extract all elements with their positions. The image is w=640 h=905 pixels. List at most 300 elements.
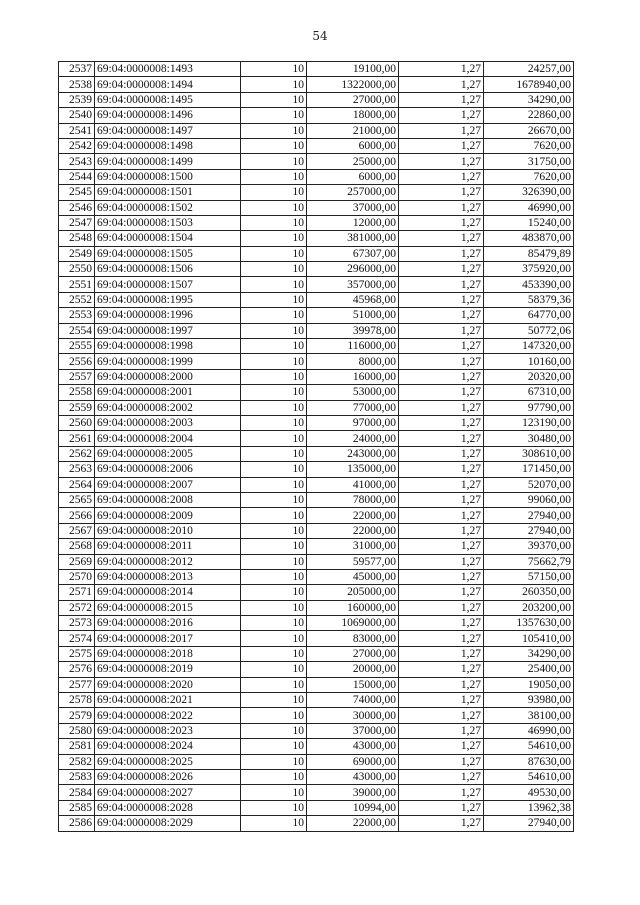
amount-cell: 243000,00	[307, 446, 399, 461]
coefficient-cell: 1,27	[399, 169, 484, 184]
row-number-cell: 2557	[59, 369, 95, 384]
table-row	[59, 123, 574, 138]
count-cell: 10	[241, 492, 307, 507]
total-cell: 87630,00	[484, 754, 574, 769]
cadastral-number-cell: 69:04:0000008:2003	[95, 415, 241, 430]
table-body	[59, 62, 574, 832]
total-cell: 24257,00	[484, 62, 574, 77]
row-number-cell: 2583	[59, 769, 95, 784]
table-row	[59, 138, 574, 153]
table-row	[59, 754, 574, 769]
table-row	[59, 492, 574, 507]
amount-cell: 18000,00	[307, 108, 399, 123]
coefficient-cell: 1,27	[399, 785, 484, 800]
total-cell: 260350,00	[484, 585, 574, 600]
count-cell: 10	[241, 246, 307, 261]
row-number-cell: 2554	[59, 323, 95, 338]
count-cell: 10	[241, 415, 307, 430]
row-number-cell: 2551	[59, 277, 95, 292]
count-cell: 10	[241, 138, 307, 153]
cadastral-number-cell: 69:04:0000008:2020	[95, 677, 241, 692]
amount-cell: 43000,00	[307, 769, 399, 784]
row-number-cell: 2565	[59, 492, 95, 507]
count-cell: 10	[241, 631, 307, 646]
table-row	[59, 739, 574, 754]
total-cell: 85479,89	[484, 246, 574, 261]
coefficient-cell: 1,27	[399, 769, 484, 784]
row-number-cell: 2553	[59, 308, 95, 323]
cadastral-number-cell: 69:04:0000008:2018	[95, 646, 241, 661]
total-cell: 1678940,00	[484, 77, 574, 92]
coefficient-cell: 1,27	[399, 539, 484, 554]
total-cell: 31750,00	[484, 154, 574, 169]
amount-cell: 160000,00	[307, 600, 399, 615]
coefficient-cell: 1,27	[399, 308, 484, 323]
count-cell: 10	[241, 431, 307, 446]
count-cell: 10	[241, 369, 307, 384]
total-cell: 49530,00	[484, 785, 574, 800]
total-cell: 27940,00	[484, 816, 574, 831]
row-number-cell: 2540	[59, 108, 95, 123]
amount-cell: 296000,00	[307, 262, 399, 277]
cadastral-number-cell: 69:04:0000008:2024	[95, 739, 241, 754]
amount-cell: 39978,00	[307, 323, 399, 338]
total-cell: 52070,00	[484, 477, 574, 492]
table-row	[59, 169, 574, 184]
row-number-cell: 2547	[59, 215, 95, 230]
count-cell: 10	[241, 600, 307, 615]
coefficient-cell: 1,27	[399, 92, 484, 107]
amount-cell: 25000,00	[307, 154, 399, 169]
count-cell: 10	[241, 169, 307, 184]
total-cell: 171450,00	[484, 462, 574, 477]
total-cell: 483870,00	[484, 231, 574, 246]
total-cell: 375920,00	[484, 262, 574, 277]
total-cell: 75662,79	[484, 554, 574, 569]
amount-cell: 37000,00	[307, 723, 399, 738]
total-cell: 99060,00	[484, 492, 574, 507]
amount-cell: 41000,00	[307, 477, 399, 492]
row-number-cell: 2563	[59, 462, 95, 477]
cadastral-number-cell: 69:04:0000008:2026	[95, 769, 241, 784]
row-number-cell: 2543	[59, 154, 95, 169]
coefficient-cell: 1,27	[399, 215, 484, 230]
total-cell: 27940,00	[484, 523, 574, 538]
table-row	[59, 339, 574, 354]
count-cell: 10	[241, 62, 307, 77]
coefficient-cell: 1,27	[399, 323, 484, 338]
count-cell: 10	[241, 185, 307, 200]
count-cell: 10	[241, 77, 307, 92]
row-number-cell: 2579	[59, 708, 95, 723]
cadastral-number-cell: 69:04:0000008:1995	[95, 292, 241, 307]
table-row	[59, 431, 574, 446]
count-cell: 10	[241, 477, 307, 492]
table-row	[59, 477, 574, 492]
total-cell: 22860,00	[484, 108, 574, 123]
table-row	[59, 662, 574, 677]
count-cell: 10	[241, 339, 307, 354]
amount-cell: 357000,00	[307, 277, 399, 292]
amount-cell: 78000,00	[307, 492, 399, 507]
table-row	[59, 708, 574, 723]
amount-cell: 45968,00	[307, 292, 399, 307]
table-row	[59, 600, 574, 615]
count-cell: 10	[241, 662, 307, 677]
total-cell: 54610,00	[484, 769, 574, 784]
total-cell: 27940,00	[484, 508, 574, 523]
cadastral-number-cell: 69:04:0000008:1507	[95, 277, 241, 292]
count-cell: 10	[241, 569, 307, 584]
cadastral-number-cell: 69:04:0000008:1998	[95, 339, 241, 354]
coefficient-cell: 1,27	[399, 262, 484, 277]
count-cell: 10	[241, 108, 307, 123]
row-number-cell: 2561	[59, 431, 95, 446]
coefficient-cell: 1,27	[399, 400, 484, 415]
row-number-cell: 2586	[59, 816, 95, 831]
cadastral-number-cell: 69:04:0000008:2022	[95, 708, 241, 723]
amount-cell: 51000,00	[307, 308, 399, 323]
count-cell: 10	[241, 262, 307, 277]
coefficient-cell: 1,27	[399, 693, 484, 708]
amount-cell: 19100,00	[307, 62, 399, 77]
table-row	[59, 646, 574, 661]
cadastral-number-cell: 69:04:0000008:2027	[95, 785, 241, 800]
coefficient-cell: 1,27	[399, 523, 484, 538]
amount-cell: 43000,00	[307, 739, 399, 754]
table-row	[59, 200, 574, 215]
total-cell: 39370,00	[484, 539, 574, 554]
row-number-cell: 2541	[59, 123, 95, 138]
table-row	[59, 631, 574, 646]
cadastral-number-cell: 69:04:0000008:2008	[95, 492, 241, 507]
row-number-cell: 2550	[59, 262, 95, 277]
row-number-cell: 2545	[59, 185, 95, 200]
table-row	[59, 108, 574, 123]
amount-cell: 59577,00	[307, 554, 399, 569]
total-cell: 30480,00	[484, 431, 574, 446]
amount-cell: 83000,00	[307, 631, 399, 646]
cadastral-number-cell: 69:04:0000008:2006	[95, 462, 241, 477]
row-number-cell: 2572	[59, 600, 95, 615]
coefficient-cell: 1,27	[399, 585, 484, 600]
coefficient-cell: 1,27	[399, 646, 484, 661]
count-cell: 10	[241, 446, 307, 461]
count-cell: 10	[241, 231, 307, 246]
total-cell: 20320,00	[484, 369, 574, 384]
count-cell: 10	[241, 800, 307, 815]
cadastral-number-cell: 69:04:0000008:1494	[95, 77, 241, 92]
cadastral-number-cell: 69:04:0000008:2028	[95, 800, 241, 815]
row-number-cell: 2580	[59, 723, 95, 738]
amount-cell: 135000,00	[307, 462, 399, 477]
amount-cell: 257000,00	[307, 185, 399, 200]
total-cell: 25400,00	[484, 662, 574, 677]
row-number-cell: 2542	[59, 138, 95, 153]
table-row	[59, 92, 574, 107]
total-cell: 67310,00	[484, 385, 574, 400]
row-number-cell: 2558	[59, 385, 95, 400]
count-cell: 10	[241, 693, 307, 708]
row-number-cell: 2581	[59, 739, 95, 754]
count-cell: 10	[241, 400, 307, 415]
cadastral-number-cell: 69:04:0000008:2012	[95, 554, 241, 569]
count-cell: 10	[241, 785, 307, 800]
amount-cell: 24000,00	[307, 431, 399, 446]
amount-cell: 22000,00	[307, 816, 399, 831]
table-row	[59, 277, 574, 292]
coefficient-cell: 1,27	[399, 662, 484, 677]
coefficient-cell: 1,27	[399, 723, 484, 738]
amount-cell: 30000,00	[307, 708, 399, 723]
table-row	[59, 785, 574, 800]
row-number-cell: 2570	[59, 569, 95, 584]
row-number-cell: 2560	[59, 415, 95, 430]
cadastral-number-cell: 69:04:0000008:2014	[95, 585, 241, 600]
amount-cell: 53000,00	[307, 385, 399, 400]
table-row	[59, 415, 574, 430]
row-number-cell: 2548	[59, 231, 95, 246]
table-row	[59, 585, 574, 600]
count-cell: 10	[241, 385, 307, 400]
total-cell: 64770,00	[484, 308, 574, 323]
amount-cell: 21000,00	[307, 123, 399, 138]
table-row	[59, 262, 574, 277]
cadastral-number-cell: 69:04:0000008:2009	[95, 508, 241, 523]
cadastral-number-cell: 69:04:0000008:1493	[95, 62, 241, 77]
total-cell: 453390,00	[484, 277, 574, 292]
count-cell: 10	[241, 616, 307, 631]
row-number-cell: 2575	[59, 646, 95, 661]
table-row	[59, 185, 574, 200]
count-cell: 10	[241, 739, 307, 754]
coefficient-cell: 1,27	[399, 462, 484, 477]
total-cell: 46990,00	[484, 200, 574, 215]
page-number: 54	[312, 29, 328, 43]
row-number-cell: 2577	[59, 677, 95, 692]
table-row	[59, 400, 574, 415]
table-row	[59, 508, 574, 523]
count-cell: 10	[241, 646, 307, 661]
total-cell: 7620,00	[484, 138, 574, 153]
coefficient-cell: 1,27	[399, 508, 484, 523]
coefficient-cell: 1,27	[399, 569, 484, 584]
total-cell: 123190,00	[484, 415, 574, 430]
coefficient-cell: 1,27	[399, 292, 484, 307]
cadastral-number-cell: 69:04:0000008:2007	[95, 477, 241, 492]
table-row	[59, 231, 574, 246]
cadastral-number-cell: 69:04:0000008:2025	[95, 754, 241, 769]
row-number-cell: 2564	[59, 477, 95, 492]
table-row	[59, 769, 574, 784]
coefficient-cell: 1,27	[399, 754, 484, 769]
amount-cell: 74000,00	[307, 693, 399, 708]
total-cell: 10160,00	[484, 354, 574, 369]
amount-cell: 45000,00	[307, 569, 399, 584]
total-cell: 13962,38	[484, 800, 574, 815]
cadastral-number-cell: 69:04:0000008:1506	[95, 262, 241, 277]
total-cell: 308610,00	[484, 446, 574, 461]
table-row	[59, 554, 574, 569]
cadastral-number-cell: 69:04:0000008:1996	[95, 308, 241, 323]
table-row	[59, 62, 574, 77]
table-row	[59, 308, 574, 323]
cadastral-number-cell: 69:04:0000008:2016	[95, 616, 241, 631]
amount-cell: 22000,00	[307, 508, 399, 523]
coefficient-cell: 1,27	[399, 446, 484, 461]
count-cell: 10	[241, 292, 307, 307]
amount-cell: 27000,00	[307, 646, 399, 661]
table-row	[59, 246, 574, 261]
total-cell: 57150,00	[484, 569, 574, 584]
table-row	[59, 385, 574, 400]
count-cell: 10	[241, 154, 307, 169]
row-number-cell: 2562	[59, 446, 95, 461]
cadastral-number-cell: 69:04:0000008:2010	[95, 523, 241, 538]
total-cell: 54610,00	[484, 739, 574, 754]
total-cell: 50772,06	[484, 323, 574, 338]
amount-cell: 22000,00	[307, 523, 399, 538]
total-cell: 34290,00	[484, 646, 574, 661]
table-row	[59, 369, 574, 384]
amount-cell: 20000,00	[307, 662, 399, 677]
cadastral-number-cell: 69:04:0000008:1502	[95, 200, 241, 215]
cadastral-number-cell: 69:04:0000008:2023	[95, 723, 241, 738]
table-row	[59, 323, 574, 338]
total-cell: 105410,00	[484, 631, 574, 646]
row-number-cell: 2574	[59, 631, 95, 646]
row-number-cell: 2584	[59, 785, 95, 800]
table-row	[59, 446, 574, 461]
count-cell: 10	[241, 585, 307, 600]
amount-cell: 67307,00	[307, 246, 399, 261]
count-cell: 10	[241, 92, 307, 107]
coefficient-cell: 1,27	[399, 369, 484, 384]
coefficient-cell: 1,27	[399, 77, 484, 92]
coefficient-cell: 1,27	[399, 339, 484, 354]
coefficient-cell: 1,27	[399, 123, 484, 138]
amount-cell: 10994,00	[307, 800, 399, 815]
cadastral-number-cell: 69:04:0000008:1497	[95, 123, 241, 138]
cadastral-number-cell: 69:04:0000008:1498	[95, 138, 241, 153]
cadastral-number-cell: 69:04:0000008:2013	[95, 569, 241, 584]
cadastral-number-cell: 69:04:0000008:1505	[95, 246, 241, 261]
cadastral-number-cell: 69:04:0000008:2017	[95, 631, 241, 646]
total-cell: 58379,36	[484, 292, 574, 307]
coefficient-cell: 1,27	[399, 246, 484, 261]
row-number-cell: 2567	[59, 523, 95, 538]
count-cell: 10	[241, 708, 307, 723]
coefficient-cell: 1,27	[399, 677, 484, 692]
table-row	[59, 215, 574, 230]
row-number-cell: 2571	[59, 585, 95, 600]
amount-cell: 31000,00	[307, 539, 399, 554]
row-number-cell: 2537	[59, 62, 95, 77]
count-cell: 10	[241, 539, 307, 554]
cadastral-number-cell: 69:04:0000008:1503	[95, 215, 241, 230]
amount-cell: 6000,00	[307, 169, 399, 184]
coefficient-cell: 1,27	[399, 62, 484, 77]
amount-cell: 116000,00	[307, 339, 399, 354]
coefficient-cell: 1,27	[399, 600, 484, 615]
coefficient-cell: 1,27	[399, 631, 484, 646]
cadastral-number-cell: 69:04:0000008:2029	[95, 816, 241, 831]
row-number-cell: 2573	[59, 616, 95, 631]
table-row	[59, 800, 574, 815]
count-cell: 10	[241, 308, 307, 323]
row-number-cell: 2566	[59, 508, 95, 523]
amount-cell: 8000,00	[307, 354, 399, 369]
total-cell: 7620,00	[484, 169, 574, 184]
table-row	[59, 292, 574, 307]
table-row	[59, 569, 574, 584]
cadastral-number-cell: 69:04:0000008:1999	[95, 354, 241, 369]
cadastral-number-cell: 69:04:0000008:1495	[95, 92, 241, 107]
cadastral-number-cell: 69:04:0000008:2019	[95, 662, 241, 677]
coefficient-cell: 1,27	[399, 138, 484, 153]
total-cell: 97790,00	[484, 400, 574, 415]
coefficient-cell: 1,27	[399, 277, 484, 292]
row-number-cell: 2552	[59, 292, 95, 307]
total-cell: 19050,00	[484, 677, 574, 692]
count-cell: 10	[241, 723, 307, 738]
count-cell: 10	[241, 677, 307, 692]
table-row	[59, 816, 574, 831]
row-number-cell: 2578	[59, 693, 95, 708]
table-row	[59, 539, 574, 554]
count-cell: 10	[241, 769, 307, 784]
table-row	[59, 523, 574, 538]
coefficient-cell: 1,27	[399, 816, 484, 831]
table-row	[59, 77, 574, 92]
total-cell: 26670,00	[484, 123, 574, 138]
row-number-cell: 2559	[59, 400, 95, 415]
coefficient-cell: 1,27	[399, 185, 484, 200]
total-cell: 15240,00	[484, 215, 574, 230]
amount-cell: 16000,00	[307, 369, 399, 384]
row-number-cell: 2556	[59, 354, 95, 369]
total-cell: 93980,00	[484, 693, 574, 708]
coefficient-cell: 1,27	[399, 739, 484, 754]
amount-cell: 77000,00	[307, 400, 399, 415]
cadastral-number-cell: 69:04:0000008:2021	[95, 693, 241, 708]
row-number-cell: 2585	[59, 800, 95, 815]
cadastral-number-cell: 69:04:0000008:1496	[95, 108, 241, 123]
amount-cell: 1069000,00	[307, 616, 399, 631]
cadastral-table	[58, 61, 574, 832]
coefficient-cell: 1,27	[399, 616, 484, 631]
table-row	[59, 677, 574, 692]
amount-cell: 12000,00	[307, 215, 399, 230]
table-row	[59, 693, 574, 708]
coefficient-cell: 1,27	[399, 108, 484, 123]
row-number-cell: 2549	[59, 246, 95, 261]
coefficient-cell: 1,27	[399, 200, 484, 215]
coefficient-cell: 1,27	[399, 492, 484, 507]
table-row	[59, 723, 574, 738]
row-number-cell: 2544	[59, 169, 95, 184]
count-cell: 10	[241, 215, 307, 230]
amount-cell: 1322000,00	[307, 77, 399, 92]
amount-cell: 97000,00	[307, 415, 399, 430]
total-cell: 147320,00	[484, 339, 574, 354]
table-row	[59, 354, 574, 369]
cadastral-number-cell: 69:04:0000008:2004	[95, 431, 241, 446]
coefficient-cell: 1,27	[399, 431, 484, 446]
count-cell: 10	[241, 554, 307, 569]
total-cell: 1357630,00	[484, 616, 574, 631]
cadastral-number-cell: 69:04:0000008:1504	[95, 231, 241, 246]
